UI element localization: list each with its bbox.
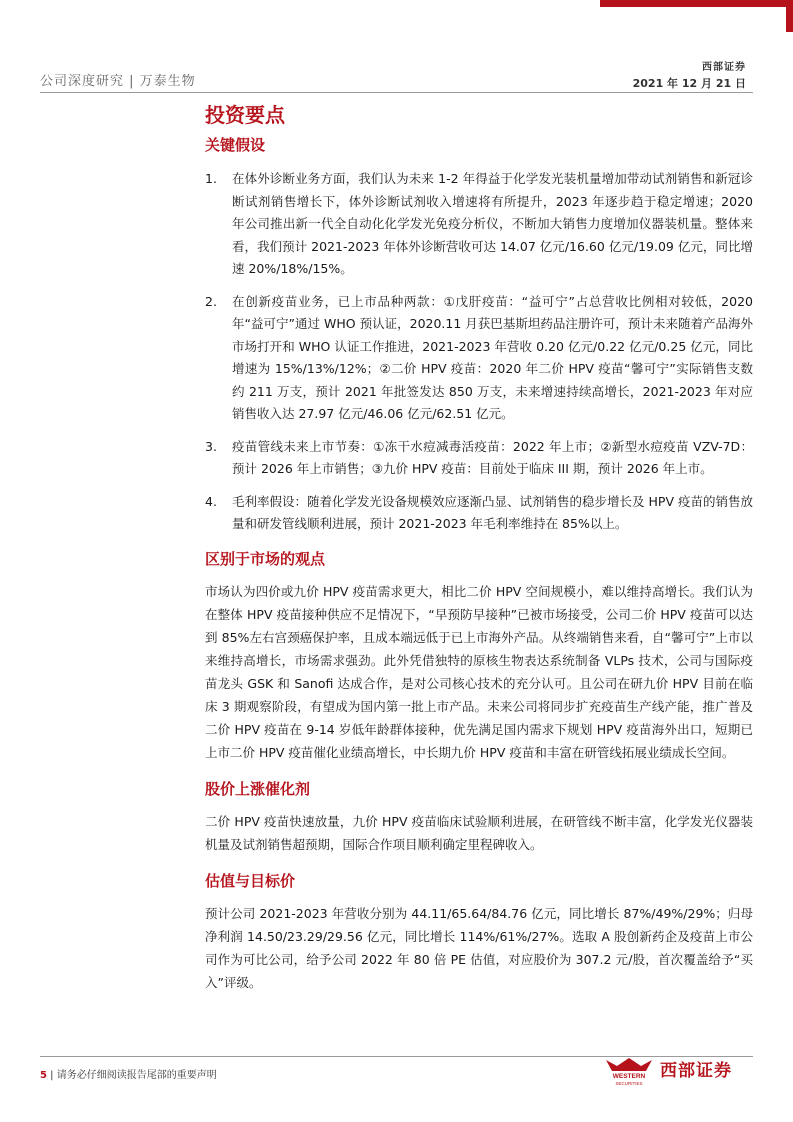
top-red-strip — [600, 0, 793, 7]
logo-emblem-icon — [600, 1054, 658, 1088]
list-number: 4. — [205, 493, 217, 509]
catalyst-text: 二价 HPV 疫苗快速放量，九价 HPV 疫苗临床试验顺利进展，在研管线不断丰富，化学发光仪器装机量及试剂销售超预期，国际合作项目顺利确定里程碑收入。 — [205, 813, 753, 852]
list-item — [205, 436, 753, 481]
list-item — [205, 491, 753, 536]
list-text: 疫苗管线未来上市节奏：①冻干水痘减毒活疫苗：2022 年上市；②新型水痘疫苗 VZV-7D：预计 2026 年上市销售；③九价 HPV 疫苗：目前处于临床 III 期，预计 2026 年上市。 — [232, 438, 753, 476]
market-view-text: 市场认为四价或九价 HPV 疫苗需求更大，相比二价 HPV 空间规模小，难以维持高增长。我们认为在整体 HPV 疫苗接种供应不足情况下，“早预防早接种”已被市场接受，公司二价 HPV 疫苗可以达到 85%左右宫颈癌保护率，且成本端远低于已上市海外产品。从终端销售来看，自“馨可宁”上市以来维持高增长，市场需求强劲。此外凭借独特的原核生物表达系统制备 VLPs 技术，公司与国际疫苗龙头 GSK 和 Sanofi 达成合作，是对公司核心技术的充分认可。且公司在研九价 HPV 目前在临床 3 期观察阶段，有望成为国内第一批上市产品。未来公司将同步扩充疫苗生产线产能，推广普及二价 HPV 疫苗在 9-14 岁低年龄群体接种，优先满足国内需求下规划 HPV 疫苗海外出口，短期已上市二价 HPV 疫苗催化业绩高增长，中长期九价 HPV 疫苗和丰富在研管线拓展业绩成长空间。 — [205, 583, 753, 760]
header-date: 2021 年 12 月 21 日 — [632, 77, 746, 90]
top-red-corner — [786, 0, 793, 32]
section-title-key-assumptions: 关键假设 — [205, 136, 266, 154]
list-text: 在体外诊断业务方面，我们认为未来 1-2 年得益于化学发光装机量增加带动试剂销售和新冠诊断试剂销售增长下，体外诊断试剂收入增速将有所提升，2023 年逐步趋于稳定增速；2020 年公司推出新一代全自动化化学发光免疫分析仪，不断加大销售力度增加仪器装机量。整体来看，我们预计 2021-2023 年体外诊断营收可达 14.07 亿元/16.60 亿元/19.09 亿元，同比增速 20%/18%/15%。 — [232, 171, 753, 276]
list-number: 1. — [205, 171, 217, 186]
section-title-valuation: 估值与目标价 — [205, 871, 296, 890]
company-logo — [600, 1054, 753, 1088]
footer-disclaimer: 请务必仔细阅读报告尾部的重要声明 — [56, 1070, 217, 1081]
valuation-text: 预计公司 2021-2023 年营收分别为 44.11/65.64/84.76 亿元，同比增长 87%/49%/29%；归母净利润 14.50/23.29/29.56 亿元，同比增长 114%/61%/27%。选取 A 股创新药企及疫苗上市公司作为可比公司，给予公司 2022 年 80 倍 PE 估值，对应股价为 307.2 元/股，首次覆盖给予“买入”评级。 — [205, 905, 753, 990]
logo-en-line1: WESTERN — [612, 1073, 646, 1080]
logo-en-line2: SECURITIES — [615, 1081, 643, 1086]
section-title-catalyst: 股价上涨催化剂 — [205, 779, 311, 798]
logo-brand-name: 西部证券 — [660, 1061, 732, 1081]
main-content — [205, 98, 753, 994]
list-number: 3. — [205, 438, 217, 454]
header-right — [633, 58, 746, 91]
header-brand: 西部证券 — [702, 62, 746, 73]
header-divider — [40, 92, 753, 93]
list-item — [205, 291, 753, 426]
header-report-type: 公司深度研究 | 万泰生物 — [40, 74, 196, 89]
page-title: 投资要点 — [205, 103, 285, 127]
footer-separator: | — [50, 1070, 57, 1081]
list-item — [205, 168, 753, 281]
section-title-market-view: 区别于市场的观点 — [205, 549, 326, 568]
page-number: 5 — [40, 1070, 47, 1081]
footer-note — [40, 1066, 217, 1081]
list-text: 毛利率假设：随着化学发光设备规模效应逐渐凸显、试剂销售的稳步增长及 HPV 疫苗的销售放量和研发管线顺利进展，预计 2021-2023 年毛利率维持在 85%以上。 — [232, 493, 753, 531]
list-text: 在创新疫苗业务，已上市品种两款：①戊肝疫苗：“益可宁”占总营收比例相对较低，2020 年“益可宁”通过 WHO 预认证，2020.11 月获巴基斯坦药品注册许可，预计未来随着产品海外市场打开和 WHO 认证工作推进，2021-2023 年营收 0.20 亿元/0.22 亿元/0.25 亿元，同比增速为 15%/13%/12%；②二价 HPV 疫苗：2020 年二价 HPV 疫苗“馨可宁”实际销售支数约 211 万支，预计 2021 年批签发达 850 万支，未来增速持续高增长，2021-2023 年对应销售收入达 27.97 亿元/46.06 亿元/62.51 亿元。 — [232, 293, 753, 421]
list-number: 2. — [205, 293, 217, 309]
